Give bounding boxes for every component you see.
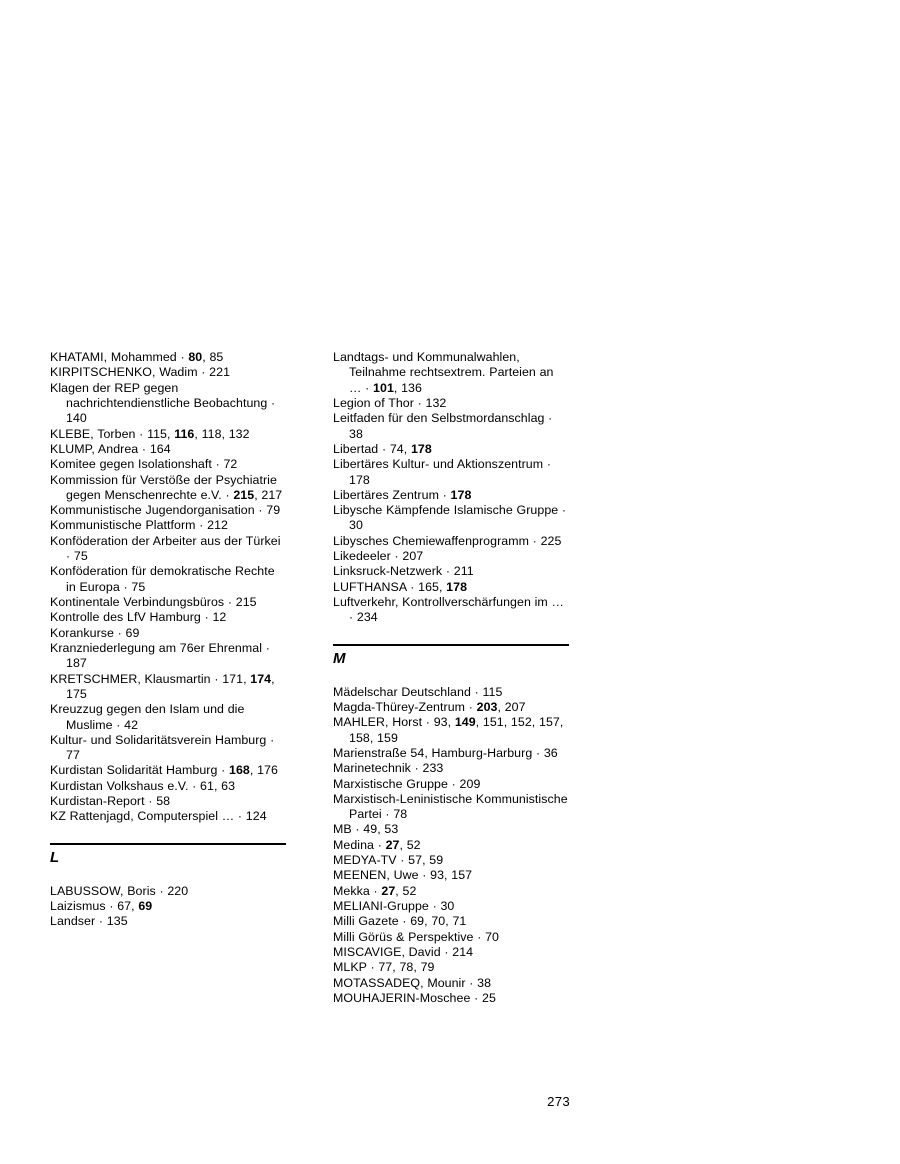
index-entry-primary-page: 178	[450, 487, 472, 502]
index-entry-text: Laizismus · 67,	[50, 899, 139, 913]
index-entry	[333, 777, 569, 792]
index-entry	[50, 914, 286, 929]
index-entry	[50, 381, 286, 427]
index-entry-text: Milli Görüs & Perspektive · 70	[333, 929, 499, 944]
index-column-right	[333, 350, 569, 1006]
index-entry-text: KLUMP, Andrea · 164	[50, 441, 171, 456]
index-entry	[333, 761, 569, 776]
index-entry-text: MAHLER, Horst · 93,	[333, 715, 455, 730]
index-entry-text: , 151, 152, 157, 158, 159	[349, 715, 564, 745]
index-entry	[50, 457, 286, 472]
index-entry-text: Legion of Thor · 132	[333, 395, 447, 410]
index-entry-primary-page: 203	[476, 699, 498, 714]
section-letter-heading: L	[50, 848, 60, 866]
index-entry-text: Libertäres Zentrum ·	[333, 487, 451, 502]
index-entry-text: Luftverkehr, Kontrollverschärfungen im … · 234	[333, 595, 564, 625]
index-entry-text: Marinetechnik · 233	[333, 761, 444, 776]
index-entry-text: Kontrolle des LfV Hamburg · 12	[50, 610, 227, 625]
index-entry	[50, 733, 286, 764]
index-entry	[50, 779, 286, 794]
index-entry-text: , 52	[399, 837, 421, 852]
index-entry-text: Kommunistische Plattform · 212	[50, 518, 228, 533]
index-entry	[333, 976, 569, 991]
index-entry-text: Kranzniederlegung am 76er Ehrenmal · 187	[50, 640, 270, 671]
index-entry-text: , 118, 132	[194, 426, 250, 441]
index-entry-text: Konföderation der Arbeiter aus der Türkei · 75	[50, 533, 281, 564]
index-entry-text: Marienstraße 54, Hamburg-Harburg · 36	[333, 745, 558, 760]
index-entry-text: , 207	[497, 699, 526, 714]
index-entry-text: MISCAVIGE, David · 214	[333, 944, 474, 959]
index-entry-text: Marxistische Gruppe · 209	[333, 776, 481, 791]
index-entry-text: Landtags- und Kommunalwahlen, Teilnahme rechtsextrem. Parteien an … ·	[333, 350, 554, 395]
index-entry	[333, 442, 569, 457]
index-entry	[50, 442, 286, 457]
index-column-left	[50, 350, 286, 930]
index-entry-primary-page: 149	[454, 715, 476, 730]
index-entry-text: Mekka ·	[333, 883, 382, 898]
index-entry-text: Landser · 135	[50, 914, 128, 929]
index-entry	[50, 427, 286, 442]
section-letter-spacer	[333, 668, 569, 685]
index-entry-text: , 217	[254, 487, 283, 502]
index-entry-text: MLKP · 77, 78, 79	[333, 960, 435, 975]
index-entry-text: KRETSCHMER, Klausmartin · 171,	[50, 671, 251, 686]
page-number: 273	[547, 1094, 570, 1109]
index-entry	[333, 853, 569, 868]
index-entry-primary-page: 174	[250, 671, 272, 686]
index-entry	[333, 700, 569, 715]
index-entry	[333, 580, 569, 595]
index-entry-text: Korankurse · 69	[50, 625, 140, 640]
section-spacer	[50, 825, 286, 843]
index-entry	[333, 899, 569, 914]
index-entry-text: LUFTHANSA · 165,	[333, 579, 447, 594]
index-entry-text: Mädelschar Deutschland · 115	[333, 684, 503, 699]
index-entry-primary-page: 215	[233, 487, 255, 502]
index-entry-primary-page: 80	[188, 350, 203, 364]
index-entry-text: , 176	[249, 763, 278, 778]
section-letter-heading: M	[333, 649, 346, 667]
index-entry-text: Libertäres Kultur- und Aktionszentrum · 178	[333, 457, 552, 487]
index-entry-text: MOUHAJERIN-Moschee · 25	[333, 990, 496, 1005]
index-entry-text: MELIANI-Gruppe · 30	[333, 899, 455, 913]
index-entry-text: Milli Gazete · 69, 70, 71	[333, 914, 467, 929]
index-entry	[333, 457, 569, 488]
index-entry-text: Medina ·	[333, 837, 386, 852]
index-entry	[50, 503, 286, 518]
index-entry-text: KLEBE, Torben · 115,	[50, 426, 175, 441]
index-entry-text: , 175	[66, 671, 275, 701]
index-entry-text: Leitfaden für den Selbstmordanschlag · 38	[333, 411, 553, 441]
index-entry	[333, 822, 569, 837]
index-entry	[50, 518, 286, 533]
index-entry	[333, 685, 569, 700]
index-entry	[333, 715, 569, 746]
index-entry-primary-page: 27	[385, 837, 400, 852]
index-entry-text: MOTASSADEQ, Mounir · 38	[333, 975, 492, 990]
index-entry	[50, 763, 286, 778]
index-entry	[50, 350, 286, 365]
index-entry-primary-page: 101	[373, 380, 394, 395]
section-letter-spacer	[50, 867, 286, 884]
index-entry	[333, 884, 569, 899]
section-spacer	[333, 626, 569, 644]
index-entry-text: , 136	[393, 380, 422, 395]
index-entry-text: MEENEN, Uwe · 93, 157	[333, 868, 473, 883]
index-entry	[50, 626, 286, 641]
index-entry-text: KIRPITSCHENKO, Wadim · 221	[50, 365, 231, 380]
index-entry-text: Kurdistan Volkshaus e.V. · 61, 63	[50, 778, 236, 793]
index-entry-text: Komitee gegen Isolationshaft · 72	[50, 457, 238, 472]
index-entry	[333, 549, 569, 564]
index-entry-primary-page: 27	[381, 883, 396, 898]
index-entry	[50, 794, 286, 809]
index-entry-text: Kultur- und Solidaritätsverein Hamburg · 77	[50, 732, 275, 763]
index-entry	[50, 641, 286, 672]
index-entry	[50, 899, 286, 914]
index-entry-text: KHATAMI, Mohammed ·	[50, 350, 189, 364]
index-entry	[333, 350, 569, 396]
index-entry-text: Marxistisch-Leninistische Kommunistische Partei · 78	[333, 791, 568, 822]
index-entry-text: Linksruck-Netzwerk · 211	[333, 564, 474, 579]
index-entry-primary-page: 168	[229, 763, 250, 778]
index-entry	[50, 672, 286, 703]
index-entry-text: Kurdistan-Report · 58	[50, 794, 171, 809]
index-entry	[333, 488, 569, 503]
index-entry	[333, 945, 569, 960]
index-entry	[333, 595, 569, 626]
index-entry-text: Kontinentale Verbindungsbüros · 215	[50, 595, 257, 609]
index-entry	[333, 746, 569, 761]
index-entry	[50, 564, 286, 595]
index-entry-text: , 85	[202, 350, 224, 364]
index-entry	[333, 868, 569, 883]
index-entry	[50, 595, 286, 610]
index-entry-text: Libysches Chemiewaffenprogramm · 225	[333, 533, 562, 548]
index-entry	[333, 838, 569, 853]
index-entry-text: KZ Rattenjagd, Computerspiel … · 124	[50, 809, 267, 824]
index-entry-text: Likedeeler · 207	[333, 549, 424, 564]
index-entry	[50, 884, 286, 899]
index-entry-text: Libysche Kämpfende Islamische Gruppe · 30	[333, 503, 567, 533]
index-entry	[333, 930, 569, 945]
index-entry-text: Konföderation für demokratische Rechte in Europa · 75	[50, 564, 275, 594]
index-entry-text: Libertad · 74,	[333, 441, 411, 456]
index-entry	[50, 534, 286, 565]
index-entry	[333, 792, 569, 823]
index-entry	[333, 534, 569, 549]
index-entry	[333, 396, 569, 411]
index-entry-text: MEDYA-TV · 57, 59	[333, 853, 444, 868]
index-entry	[333, 914, 569, 929]
index-entry-text: Klagen der REP gegen nachrichtendienstliche Beobachtung · 140	[50, 380, 276, 426]
index-entry-text: Kommission für Verstöße der Psychiatrie gegen Menschenrechte e.V. ·	[50, 472, 277, 502]
index-entry-text: MB · 49, 53	[333, 822, 399, 837]
index-entry-primary-page: 178	[446, 579, 468, 594]
index-entry	[333, 991, 569, 1006]
index-entry	[50, 702, 286, 733]
index-entry-primary-page: 116	[174, 426, 195, 441]
index-entry	[50, 809, 286, 824]
index-entry-text: LABUSSOW, Boris · 220	[50, 883, 189, 898]
index-entry-primary-page: 69	[138, 899, 153, 913]
index-entry-text: Magda-Thürey-Zentrum ·	[333, 699, 477, 714]
index-entry-primary-page: 178	[410, 441, 432, 456]
index-entry	[333, 564, 569, 579]
index-entry	[333, 503, 569, 534]
index-entry-text: Kommunistische Jugendorganisation · 79	[50, 503, 281, 518]
index-entry-text: Kurdistan Solidarität Hamburg ·	[50, 763, 230, 778]
index-entry	[50, 610, 286, 625]
index-entry-text: , 52	[395, 883, 417, 898]
index-entry	[50, 365, 286, 380]
index-entry	[333, 411, 569, 442]
index-entry	[50, 473, 286, 504]
index-entry-text: Kreuzzug gegen den Islam und die Muslime · 42	[50, 702, 245, 732]
index-entry	[333, 960, 569, 975]
